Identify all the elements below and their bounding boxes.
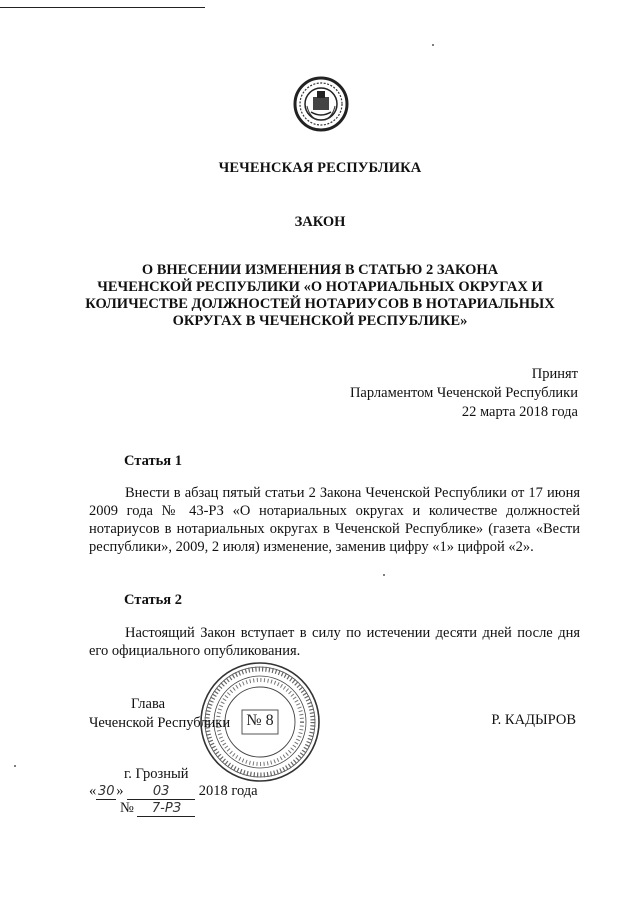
signatory-title-line: Глава [131,696,166,712]
signatory-title [89,695,249,733]
law-title-line: ОКРУГАХ В ЧЕЧЕНСКОЙ РЕСПУБЛИКЕ» [172,313,468,329]
date-day-handwritten: 30 [97,784,115,799]
article-2-text: Настоящий Закон вступает в силу по истечении десяти дней после дня его официального опубликования. [89,625,580,659]
law-title-line: ЧЕЧЕНСКОЙ РЕСПУБЛИКИ «О НОТАРИАЛЬНЫХ ОКРУГАХ И [97,279,543,295]
date-month-handwritten: 03 [127,784,195,800]
date-year: 2018 года [198,783,258,799]
article-2-heading: Статья 2 [124,592,182,608]
document-type: ЗАКОН [294,214,346,230]
stamp-number: № 8 [246,712,274,729]
adoption-date: 22 марта 2018 года [461,404,578,420]
adoption-label: Принят [531,366,578,382]
signatory-title-line: Чеченской Республики [89,715,231,731]
coat-of-arms-emblem [293,76,349,132]
signing-date [89,783,258,800]
law-title-line: КОЛИЧЕСТВЕ ДОЛЖНОСТЕЙ НОТАРИУСОВ В НОТАРИАЛЬНЫХ [85,296,555,312]
adoption-note [278,365,578,422]
scan-speck [383,574,385,576]
law-title [0,262,640,330]
date-quote-close: » [116,783,124,799]
article-1-heading: Статья 1 [124,453,182,469]
signatory-name: Р. КАДЫРОВ [491,712,576,728]
scan-speck [432,44,434,46]
place-of-signing: г. Грозный [124,766,189,782]
law-number-prefix: № [120,800,134,816]
scan-speck [14,765,16,767]
law-number-handwritten: 7-РЗ [137,801,195,817]
republic-heading: ЧЕЧЕНСКАЯ РЕСПУБЛИКА [218,160,422,176]
adoption-body: Парламентом Чеченской Республики [349,385,578,401]
date-quote-open: « [89,783,97,799]
law-number [120,800,195,817]
article-1-text: Внести в абзац пятый статьи 2 Закона Чеченской Республики от 17 июня 2009 года № 43-РЗ «О нотариальных округах и количестве должностей нотариусов в нотариальных округах в Чеченской Республике» (газета «Вести республики», 2009, 2 июля) изменение, заменив цифру «1» цифрой «2». [89,485,580,555]
top-rule [0,7,205,8]
law-title-line: О ВНЕСЕНИИ ИЗМЕНЕНИЯ В СТАТЬЮ 2 ЗАКОНА [141,262,499,278]
